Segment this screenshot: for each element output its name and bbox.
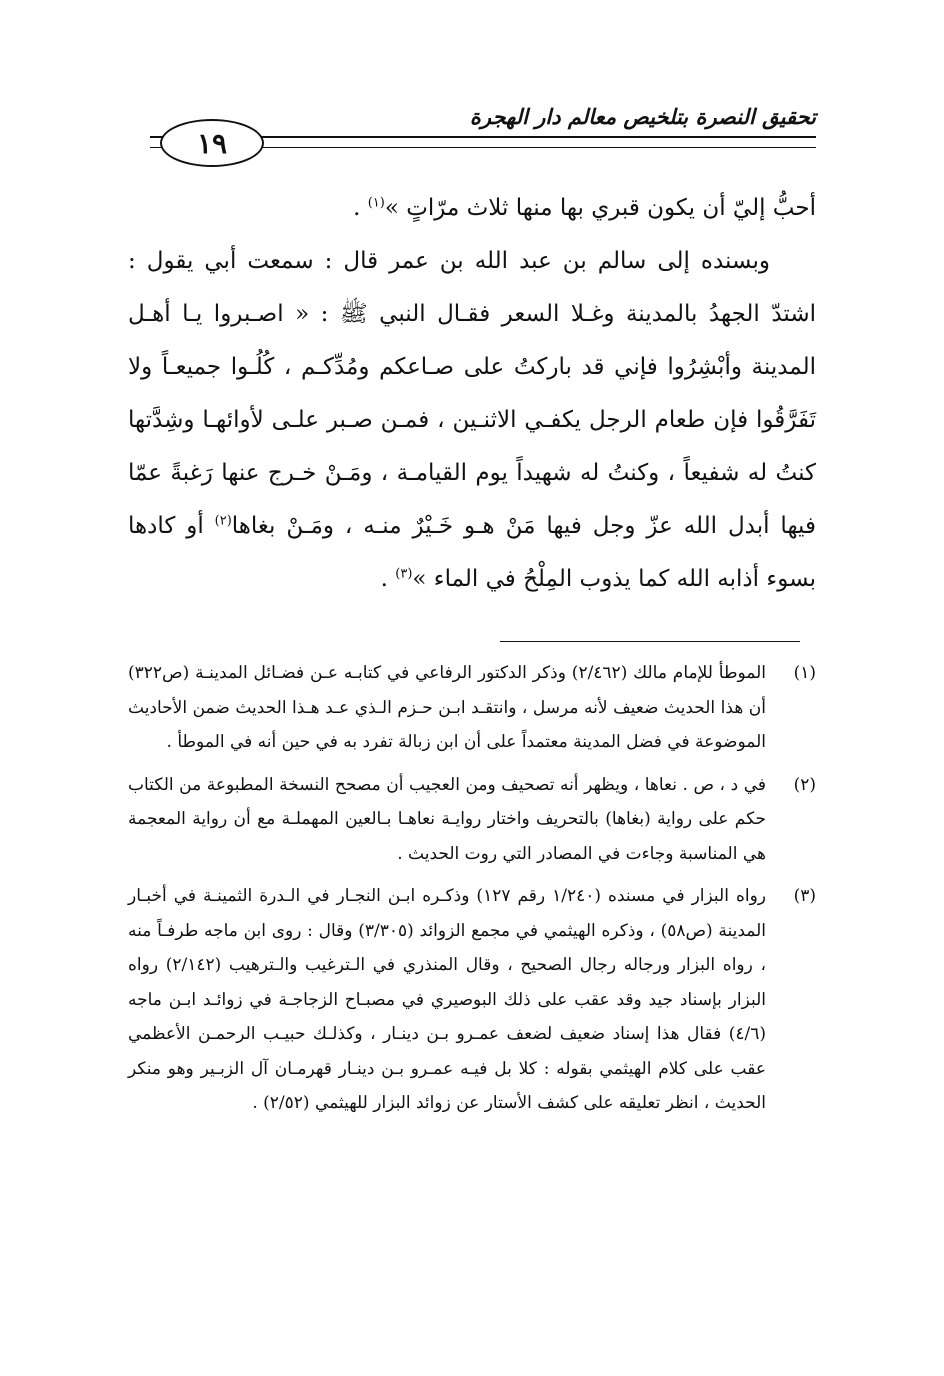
footnote-number: (٣) [793,886,816,906]
footnotes [128,656,816,1129]
footnote-separator [500,641,800,642]
line-text: أحبُّ إليّ أن يكون قبري بها منها ثلاث مرّاتٍ » [384,195,816,221]
footnote-text: في د ، ص . نعاها ، ويظهر أنه تصحيف ومن العجيب أن مصحح النسخة المطبوعة من الكتاب حكم على رواية (بغاها) بالتحريف واختار روايـة نعاهـا بـالعين المهملـة مع أن رواية المعجمة هي المناسبة وجاءت في المصادر التي روت الحديث . [128,774,766,864]
paragraph-text: وبسنده إلى سالم بن عبد الله بن عمر قال : سمعت أبي يقول : اشتدّ الجهدُ بالمدينة وغـلا السعر فقـال النبي ﷺ : « اصـبروا يـا أهـل المدينة وأبْشِرُوا فإني قد باركتُ على صـاعكم ومُدِّكـم ، كُلُـوا جميعـاً ولا تَفَرَّقُوا فإن طعام الرجل يكفـي الاثنـين ، فمـن صـبر علـى لأوائهـا وشِدَّتها كنتُ له شفيعاً ، وكنتُ له شهيداً يوم القيامـة ، ومَـنْ خـرج عنها رَغبةً عمّا فيها أبدل الله عزّ وجل فيها مَنْ هـو خَـيْرٌ منـه ، ومَـنْ بغاها [128,248,817,539]
footnote [128,656,816,760]
footnote-text: رواه البزار في مسنده (١/٢٤٠ رقم ١٢٧) وذكـره ابـن النجـار في الـدرة الثمينـة في أخبـار المدينة (ص٥٨) ، وذكره الهيثمي في مجمع الزوائد (٣/٣٠٥) وقال : روى ابن ماجه طرفـاً منه ، رواه البزار ورجاله رجال الصحيح ، وقال المنذري في الـترغيب والـترهيب (٢/١٤٢) رواه البزار بإسناد جيد وقد عقب على ذلك البوصيري في مصبـاح الزجاجـة في زوائـد ابـن ماجه (٤/٦) فقال هذا إسناد ضعيف لضعف عمـرو بـن دينـار ، وكذلـك حبيـب الرحمـن الأعظمي عقب على كلام الهيثمي بقوله : كلا بل فيـه عمـرو بـن دينـار قهرمـان آل الزبـير وهو منكر الحديث ، انظر تعليقه على كشف الأستار عن زوائد البزار للهيثمي (٢/٥٢) . [128,886,767,1113]
footnote-number: (١) [793,663,816,683]
footnote [128,768,816,872]
footnote-ref: (٣) [395,566,413,582]
sentence-end: . [380,566,396,592]
running-title: تحقيق النصرة بتلخيص معالم دار الهجرة [469,104,816,129]
footnote-ref: (٢) [214,513,232,529]
main-text [128,182,816,606]
page-number: ١٩ [196,126,228,160]
footnote-number: (٢) [793,774,816,795]
footnote [128,879,816,1121]
paragraph-hadith [128,235,816,606]
page-number-ornament [160,119,264,167]
paragraph-continuation [128,182,816,235]
paragraph-text-end: أو كادها بسوء أذابه الله كما يذوب المِلْحُ في الماء » [128,513,816,592]
sentence-end: . [353,195,368,221]
footnote-ref: (١) [367,195,385,211]
footnote-text: الموطأ للإمام مالك (٢/٤٦٢) وذكر الدكتور الرفاعي في كتابـه عـن فضـائل المدينـة (ص٣٢٢) أن هذا الحديث ضعيف لأنه مرسل ، وانتقـد ابـن حـزم الـذي عـد هـذا الحديث ضمن الأحاديث الموضوعة في فضل المدينة معتمداً على أن ابن زبالة تفرد به في حين أنه في الموطأ . [128,663,766,752]
